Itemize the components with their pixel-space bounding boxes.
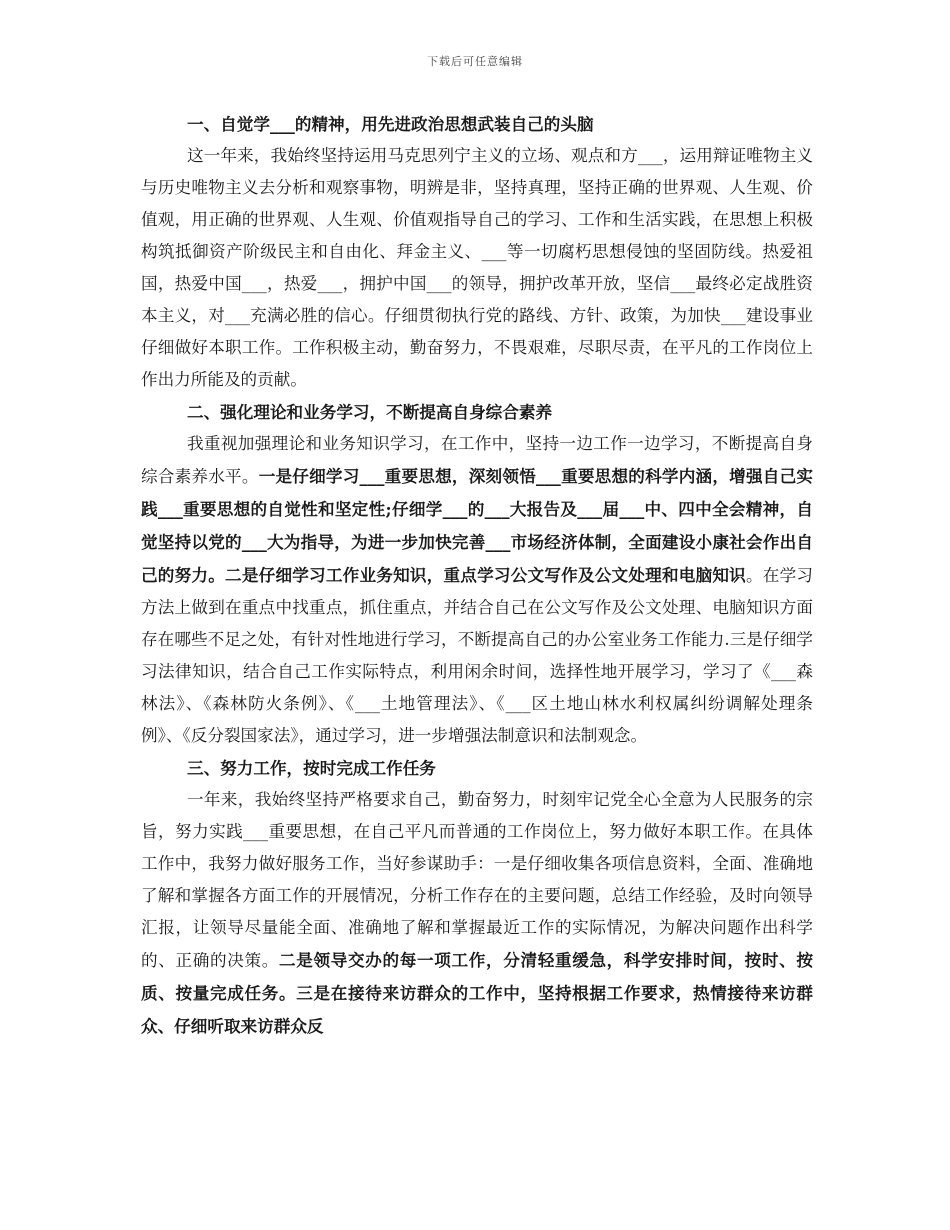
section-2-paragraph xyxy=(141,428,813,752)
section-3-lead-text: 一年来，我始终坚持严格要求自己，勤奋努力，时刻牢记党全心全意为人民服务的宗旨，努力实践___重要思想，在自己平凡而普通的工作岗位上，努力做好本职工作。在具体工作中，我努力做好服务工作，当好参谋助手：一是仔细收集各项信息资料，全面、准确地了解和掌握各方面工作的开展情况，分析工作存在的主要问题，总结工作经验，及时向领导汇报，让领导尽量能全面、准确地了解和掌握最近工作的实际情况，为解决问题作出科学的、正确的决策。 xyxy=(141,790,813,970)
section-3-heading: 三、努力工作，按时完成工作任务 xyxy=(187,758,436,778)
section-1-paragraph: 这一年来，我始终坚持运用马克思列宁主义的立场、观点和方___，运用辩证唯物主义与历史唯物主义去分析和观察事物，明辨是非，坚持真理，坚持正确的世界观、人生观、价值观，用正确的世界观、人生观、价值观指导自己的学习、工作和生活实践，在思想上积极构筑抵御资产阶级民主和自由化、拜金主义、___等一切腐朽思想侵蚀的坚固防线。热爱祖国，热爱中国___，热爱___，拥护中国___的领导，拥护改革开放，坚信___最终必定战胜资本主义，对___充满必胜的信心。仔细贯彻执行党的路线、方针、政策，为加快___建设事业仔细做好本职工作。工作积极主动，勤奋努力，不畏艰难，尽职尽责，在平凡的工作岗位上作出力所能及的贡献。 xyxy=(141,146,813,389)
section-3-paragraph xyxy=(141,784,813,1043)
document-body xyxy=(141,108,813,1043)
section-2-heading: 二、强化理论和业务学习，不断提高自身综合素养 xyxy=(187,402,553,422)
section-1-heading: 一、自觉学___的精神，用先进政治思想武装自己的头脑 xyxy=(187,114,594,134)
section-2-bold-text: 一是仔细学习___重要思想，深刻领悟___重要思想的科学内涵，增强自己实践___重要思想的自觉性和坚定性;仔细学___的___大报告及___届___中、四中全会精神，自觉坚持以党的___大为指导，为进一步加快完善___市场经济体制，全面建设小康社会作出自己的努力。二是仔细学习工作业务知识，重点学习公文写作及公文处理和电脑知识 xyxy=(141,466,814,585)
section-3-bold-text: 二是领导交办的每一项工作，分清轻重缓急，科学安排时间，按时、按质、按量完成任务。三是在接待来访群众的工作中，坚持根据工作要求，热情接待来访群众、仔细听取来访群众反 xyxy=(141,950,814,1036)
section-2-lead-text: 我重视加强理论和业务知识学习，在工作中，坚持一边工作一边学习，不断提高自身综合素养水平。 xyxy=(141,434,813,486)
page-header-watermark: 下载后可任意编辑 xyxy=(427,55,523,68)
section-2-rest-text: 。在学习方法上做到在重点中找重点，抓住重点，并结合自己在公文写作及公文处理、电脑知识方面存在哪些不足之处，有针对性地进行学习，不断提高自己的办公室业务工作能力.三是仔细学习法律知识，结合自己工作实际特点，利用闲余时间，选择性地开展学习，学习了《___森林法》、《森林防火条例》、《___土地管理法》、《___区土地山林水利权属纠纷调解处理条例》、《反分裂国家法》，通过学习，进一步增强法制意识和法制观念。 xyxy=(141,566,814,745)
